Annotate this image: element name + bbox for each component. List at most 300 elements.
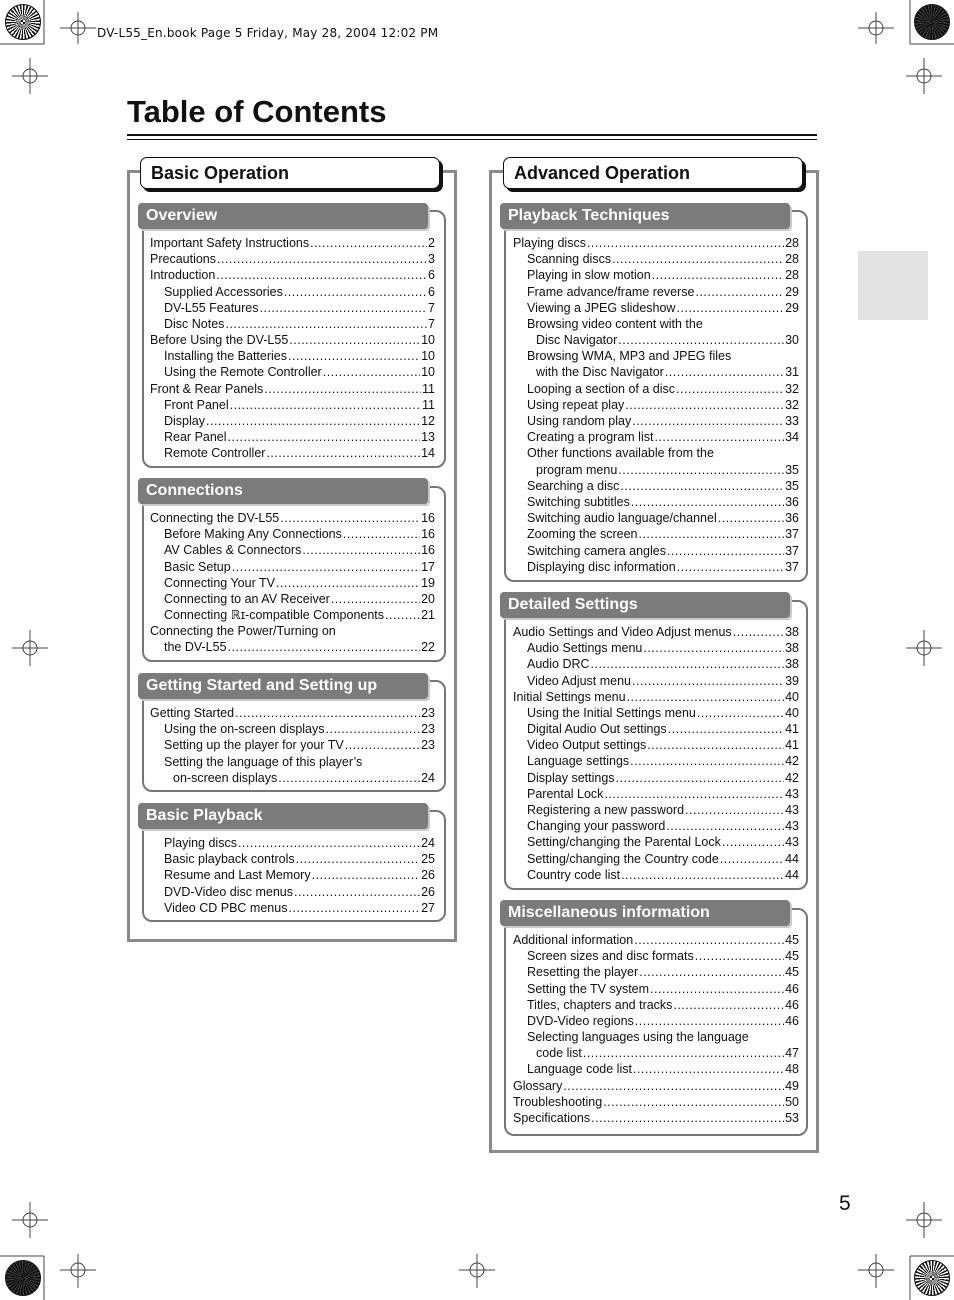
toc-entry-title: on-screen displays [173,770,278,785]
toc-entry [513,705,799,721]
toc-entry-title: Additional information [513,932,634,947]
toc-entry-title: Audio Settings and Video Adjust menus [513,624,732,639]
toc-entry [150,397,435,413]
toc-entry-page: 24 [421,770,435,785]
toc-leader-dots [650,981,784,997]
toc-entry-title: Browsing WMA, MP3 and JPEG files [527,349,732,364]
toc-entry [150,284,435,300]
toc-entry-title: Audio DRC [527,657,590,672]
registration-starburst-icon [5,1260,41,1296]
registration-starburst-icon [5,4,41,40]
toc-entry [513,689,799,705]
toc-entry-page: 36 [785,511,799,526]
toc-leader-dots [695,284,784,300]
toc-entry [150,316,435,332]
toc-entry-title: Using repeat play [527,397,625,412]
toc-entry-title: Country code list [527,867,621,882]
toc-entry-page: 44 [785,867,799,882]
toc-leader-dots [654,429,784,445]
toc-entry [513,348,799,364]
toc-entry-page: 38 [785,657,799,672]
section-heading: Getting Started and Setting up [138,673,428,699]
toc-entry [150,754,435,770]
toc-entry-title: Connecting Your TV [164,575,275,590]
toc-leader-dots [604,786,784,802]
toc-leader-dots [296,851,420,867]
toc-entry-page: 43 [785,819,799,834]
toc-entry-title: Introduction [150,268,216,283]
registration-starburst-icon [914,1260,950,1296]
toc-leader-dots [326,721,421,737]
toc-entry [513,1062,799,1078]
toc-leader-dots [284,284,427,300]
toc-list [513,235,799,575]
advanced-operation-label: Advanced Operation [503,157,803,189]
toc-leader-dots [621,867,784,883]
toc-leader-dots [722,834,784,850]
toc-list [150,835,435,916]
toc-entry [150,510,435,526]
toc-entry-title: Using the Remote Controller [164,365,322,380]
toc-entry-page: 48 [785,1062,799,1077]
toc-entry [513,624,799,640]
toc-entry-title: Viewing a JPEG slideshow [527,300,676,315]
toc-leader-dots [264,381,421,397]
basic-operation-label: Basic Operation [140,157,440,189]
toc-entry-page: 32 [785,381,799,396]
toc-leader-dots [288,900,420,916]
toc-leader-dots [280,510,420,526]
toc-entry-title: Zooming the screen [527,527,638,542]
toc-entry-page: 35 [785,462,799,477]
toc-entry [150,623,435,639]
toc-leader-dots [603,1094,784,1110]
toc-leader-dots [627,689,785,705]
toc-entry-title: DVD-Video disc menus [164,884,293,899]
toc-leader-dots [612,251,784,267]
toc-list [513,932,799,1126]
toc-entry-title: Video Output settings [527,738,647,753]
toc-entry-page: 40 [785,689,799,704]
toc-entry-page: 26 [421,868,435,883]
toc-entry-title: Creating a program list [527,430,654,445]
toc-entry-page: 38 [785,641,799,656]
toc-entry-page: 37 [785,543,799,558]
toc-list [513,624,799,883]
toc-entry-page: 28 [785,268,799,283]
toc-leader-dots [677,559,784,575]
toc-entry-page: 16 [421,543,435,558]
toc-leader-dots [235,705,420,721]
toc-entry-title: Basic Setup [164,559,231,574]
toc-leader-dots [632,673,784,689]
toc-entry [150,235,435,251]
toc-entry-title: Playing in slow motion [527,268,651,283]
toc-entry-title: Looping a section of a disc [527,381,676,396]
toc-entry-title: with the Disc Navigator [536,365,664,380]
toc-entry-title: Setting the language of this player’s [164,754,363,769]
toc-entry-page: 46 [785,997,799,1012]
toc-entry [513,737,799,753]
toc-entry-page: 36 [785,494,799,509]
toc-entry-page: 6 [428,268,435,283]
toc-entry-page: 53 [785,1111,799,1126]
toc-entry [150,413,435,429]
title-rule [127,139,817,140]
toc-entry-page: 31 [785,365,799,380]
toc-entry-title: Selecting languages using the language [527,1030,749,1045]
toc-entry [150,300,435,316]
toc-entry [150,251,435,267]
toc-entry [150,770,435,786]
toc-entry [513,786,799,802]
toc-entry-page: 34 [785,430,799,445]
toc-entry-page: 13 [421,430,435,445]
toc-entry-title: Connecting the Power/Turning on [150,624,336,639]
toc-entry [150,705,435,721]
toc-entry-title: Troubleshooting [513,1094,603,1109]
toc-entry [513,981,799,997]
toc-leader-dots [587,235,784,251]
toc-entry-title: Switching subtitles [527,494,630,509]
toc-entry-page: 23 [421,722,435,737]
toc-entry-page: 27 [421,900,435,915]
toc-entry [513,316,799,332]
toc-entry [513,1029,799,1045]
toc-entry-page: 37 [785,527,799,542]
toc-entry-page: 28 [785,252,799,267]
toc-leader-dots [260,300,428,316]
toc-leader-dots [230,397,421,413]
toc-leader-dots [695,948,784,964]
toc-entry [150,607,435,623]
toc-entry-title: Playing discs [164,835,237,850]
toc-list [150,235,435,462]
toc-entry-title: Scanning discs [527,252,612,267]
toc-entry-title: Resetting the player [527,965,639,980]
toc-entry [150,900,435,916]
toc-entry-page: 45 [785,949,799,964]
toc-entry [513,332,799,348]
toc-entry-page: 32 [785,397,799,412]
toc-entry-title: Basic playback controls [164,852,295,867]
toc-entry-title: Before Using the DV-L55 [150,333,289,348]
toc-entry [150,884,435,900]
toc-entry [150,591,435,607]
toc-entry-page: 10 [421,333,435,348]
section-heading: Miscellaneous information [500,900,790,926]
toc-entry [513,381,799,397]
toc-leader-dots [733,624,784,640]
section-heading: Playback Techniques [500,203,790,229]
toc-entry-page: 17 [421,559,435,574]
toc-entry-title: Using the on-screen displays [164,722,325,737]
toc-entry [513,300,799,316]
toc-entry-title: Other functions available from the [527,446,714,461]
toc-entry-page: 45 [785,965,799,980]
page-title: Table of Contents [127,94,387,129]
toc-entry-title: Connecting to an AV Receiver [164,591,330,606]
toc-entry-page: 43 [785,803,799,818]
toc-entry-title: Specifications [513,1111,591,1126]
toc-entry-title: Frame advance/frame reverse [527,284,695,299]
toc-leader-dots [697,705,784,721]
toc-entry-page: 39 [785,673,799,688]
toc-entry [513,462,799,478]
toc-entry [513,284,799,300]
toc-entry-page: 12 [421,414,435,429]
toc-entry-page: 23 [421,738,435,753]
toc-entry [513,235,799,251]
toc-entry-title: Precautions [150,252,217,267]
toc-leader-dots [620,478,784,494]
toc-leader-dots [312,867,421,883]
toc-entry-title: Titles, chapters and tracks [527,997,673,1012]
toc-leader-dots [266,445,420,461]
toc-entry [513,1045,799,1061]
toc-entry-title: Initial Settings menu [513,689,626,704]
toc-leader-dots [643,640,784,656]
toc-entry-title: Setting up the player for your TV [164,738,344,753]
toc-entry-title: Parental Lock [527,786,604,801]
toc-entry-title: Using random play [527,414,632,429]
toc-entry [150,542,435,558]
toc-leader-dots [667,543,784,559]
toc-leader-dots [206,413,420,429]
toc-entry [513,267,799,283]
toc-leader-dots [652,267,784,283]
toc-entry-title: Displaying disc information [527,559,676,574]
toc-leader-dots [630,753,784,769]
toc-entry [513,948,799,964]
toc-entry [150,851,435,867]
toc-entry-title: Setting/changing the Parental Lock [527,835,721,850]
toc-leader-dots [685,802,784,818]
toc-entry-page: 16 [421,527,435,542]
registration-starburst-icon [914,4,950,40]
title-rule [127,134,817,136]
toc-entry-title: Front Panel [164,397,229,412]
toc-entry-page: 16 [421,510,435,525]
toc-entry-page: 40 [785,705,799,720]
toc-entry [150,559,435,575]
toc-entry-title: Connecting the DV-L55 [150,510,280,525]
toc-entry-page: 28 [785,235,799,250]
toc-entry-page: 35 [785,478,799,493]
toc-entry-title: Connecting ℝɪ-compatible Components [164,608,385,623]
toc-entry-page: 45 [785,932,799,947]
toc-leader-dots [618,462,784,478]
toc-leader-dots [216,267,427,283]
toc-leader-dots [591,656,785,672]
toc-entry [513,478,799,494]
section-heading: Basic Playback [138,803,428,829]
toc-entry-title: Digital Audio Out settings [527,722,667,737]
toc-leader-dots [217,251,427,267]
toc-leader-dots [331,591,420,607]
toc-entry [513,770,799,786]
print-header: DV-L55_En.book Page 5 Friday, May 28, 2004 12:02 PM [97,26,439,40]
toc-entry-title: Browsing video content with the [527,316,703,331]
toc-entry [513,932,799,948]
toc-entry [150,835,435,851]
toc-leader-dots [225,316,427,332]
toc-entry-title: the DV-L55 [164,640,227,655]
toc-entry-page: 29 [785,284,799,299]
toc-entry-page: 44 [785,851,799,866]
toc-leader-dots [289,332,420,348]
toc-entry-title: Supplied Accessories [164,284,283,299]
toc-entry-page: 30 [785,333,799,348]
toc-entry [513,834,799,850]
toc-entry-title: Disc Notes [164,316,225,331]
toc-leader-dots [638,526,784,542]
toc-entry [150,365,435,381]
toc-entry-title: Glossary [513,1078,563,1093]
toc-entry-title: Getting Started [150,705,235,720]
toc-entry [150,721,435,737]
toc-entry [150,445,435,461]
toc-entry-title: Video CD PBC menus [164,900,288,915]
toc-entry-title: code list [536,1046,582,1061]
toc-entry-title: Display settings [527,770,615,785]
toc-entry-title: Setting the TV system [527,981,650,996]
toc-entry-title: Installing the Batteries [164,349,287,364]
toc-entry [513,754,799,770]
toc-leader-dots [302,542,420,558]
toc-entry-title: Screen sizes and disc formats [527,949,694,964]
toc-entry [513,429,799,445]
page-number: 5 [839,1192,851,1215]
toc-entry [150,867,435,883]
toc-leader-dots [238,835,420,851]
toc-leader-dots [634,932,784,948]
toc-leader-dots [345,737,420,753]
toc-leader-dots [288,348,420,364]
toc-entry [513,964,799,980]
toc-entry-title: DVD-Video regions [527,1013,634,1028]
toc-entry [150,348,435,364]
toc-entry-title: Disc Navigator [536,333,618,348]
toc-leader-dots [673,997,784,1013]
toc-leader-dots [666,818,784,834]
toc-leader-dots [276,575,420,591]
toc-leader-dots [639,964,784,980]
toc-leader-dots [665,364,784,380]
toc-entry-page: 10 [421,365,435,380]
toc-entry [513,1110,799,1126]
toc-entry-page: 41 [785,738,799,753]
toc-entry-page: 11 [422,381,435,396]
toc-entry-page: 3 [428,252,435,267]
toc-leader-dots [631,494,784,510]
toc-entry-title: Setting/changing the Country code [527,851,719,866]
toc-leader-dots [228,429,421,445]
toc-entry-page: 6 [428,284,435,299]
toc-entry [513,1013,799,1029]
toc-entry-title: DV-L55 Features [164,300,259,315]
toc-entry-title: Registering a new password [527,803,685,818]
toc-entry-page: 7 [428,300,435,315]
toc-entry-page: 20 [421,591,435,606]
toc-entry-title: AV Cables & Connectors [164,543,302,558]
toc-entry-title: Before Making Any Connections [164,527,342,542]
toc-entry [513,397,799,413]
toc-leader-dots [635,1013,784,1029]
toc-entry [513,1078,799,1094]
toc-entry-page: 46 [785,981,799,996]
toc-entry-page: 11 [422,397,435,412]
toc-entry-title: Display [164,414,205,429]
toc-entry-page: 42 [785,754,799,769]
toc-leader-dots [720,851,784,867]
toc-entry-page: 26 [421,884,435,899]
toc-leader-dots [633,1061,784,1077]
toc-entry-title: Switching camera angles [527,543,666,558]
toc-leader-dots [294,884,420,900]
toc-entry [513,802,799,818]
toc-entry [513,851,799,867]
toc-entry-page: 22 [421,640,435,655]
toc-leader-dots [668,721,784,737]
toc-entry [513,997,799,1013]
toc-entry-page: 2 [428,235,435,250]
toc-entry [513,559,799,575]
toc-leader-dots [278,770,420,786]
toc-leader-dots [232,559,420,575]
toc-entry-page: 14 [421,446,435,461]
toc-entry-page: 10 [421,349,435,364]
toc-entry-page: 19 [421,575,435,590]
toc-entry-title: Important Safety Instructions [150,235,310,250]
section-heading: Connections [138,478,428,504]
toc-entry [513,494,799,510]
toc-entry-page: 49 [785,1078,799,1093]
toc-entry-title: Front & Rear Panels [150,381,264,396]
toc-entry-title: program menu [536,462,618,477]
toc-leader-dots [632,413,784,429]
toc-entry-page: 24 [421,835,435,850]
toc-entry [513,656,799,672]
toc-entry [513,510,799,526]
toc-entry-page: 29 [785,300,799,315]
toc-entry-page: 43 [785,835,799,850]
toc-leader-dots [676,381,784,397]
toc-leader-dots [647,737,784,753]
toc-entry [150,332,435,348]
toc-entry-title: Playing discs [513,235,586,250]
toc-leader-dots [718,510,784,526]
section-tab-marker [858,251,928,320]
toc-entry [513,1094,799,1110]
toc-entry-title: Using the Initial Settings menu [527,705,696,720]
toc-entry [513,413,799,429]
toc-leader-dots [591,1110,784,1126]
toc-entry-title: Video Adjust menu [527,673,632,688]
toc-entry [150,381,435,397]
toc-entry [513,526,799,542]
toc-entry [513,673,799,689]
toc-entry [150,429,435,445]
toc-entry [513,721,799,737]
toc-entry [513,251,799,267]
toc-entry [513,818,799,834]
toc-entry-page: 42 [785,770,799,785]
toc-entry-page: 21 [421,608,435,623]
toc-list [150,705,435,786]
section-heading: Overview [138,203,428,229]
toc-list [150,510,435,656]
